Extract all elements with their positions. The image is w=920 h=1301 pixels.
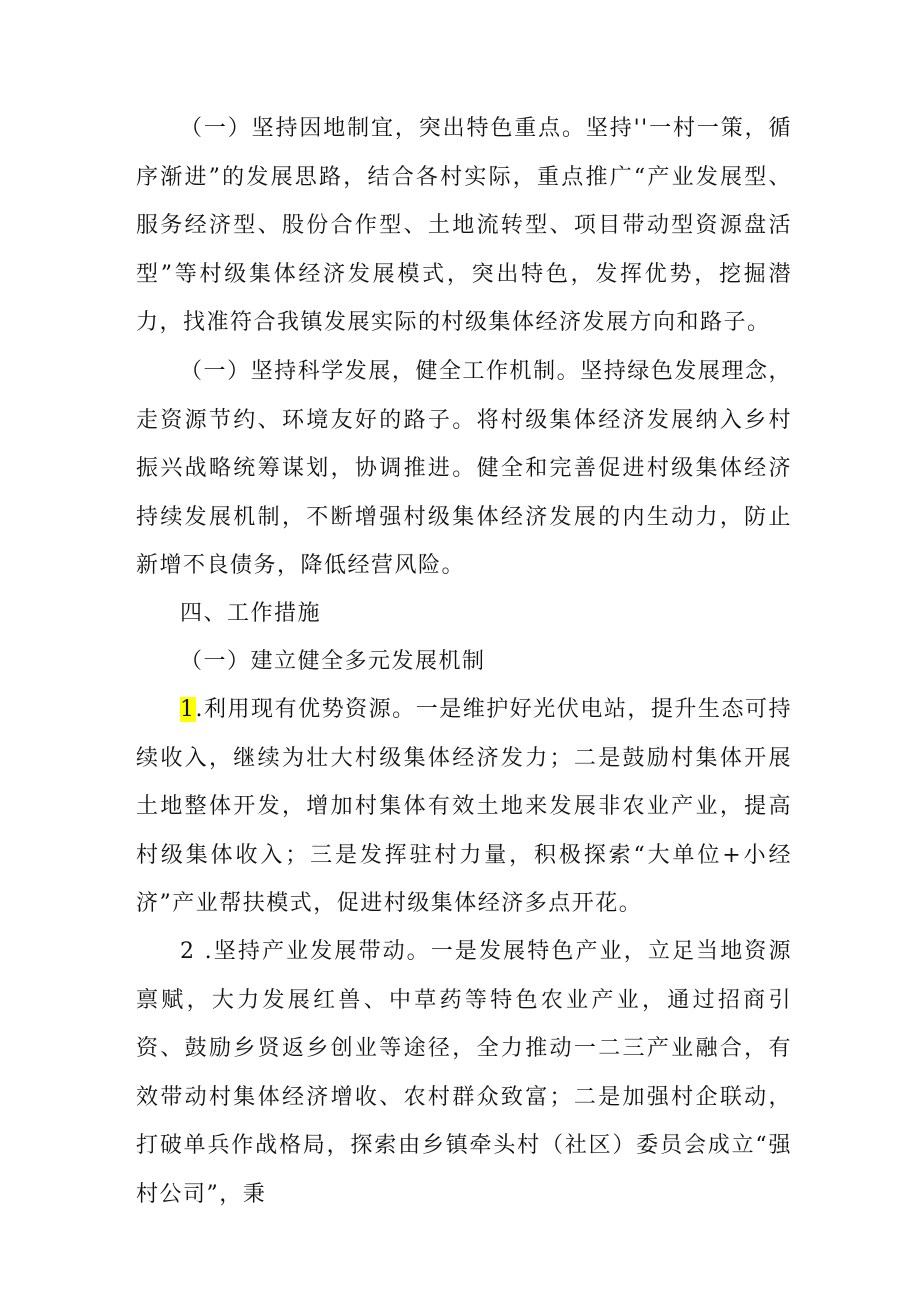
paragraph-text: 2 .坚持产业发展带动。一是发展特色产业，立足当地资源禀赋，大力发展红兽、中草药等特色农业产业，通过招商引资、鼓励乡贤返乡创业等途径，全力推动一二三产业融合，有效带动村集体经济增收、农村群众致富；二是加强村企联动，打破单兵作战格局，探索由乡镇牵头村（社区）委员会成立“强村公司”，秉 [136, 939, 792, 1207]
highlighted-list-number: 1 [180, 697, 196, 722]
paragraph-use-advantage-resources [136, 686, 792, 929]
paragraph-text: （一）坚持因地制宜，突出特色重点。坚持''一村一策，循序渐进”的发展思路，结合各村实际，重点推广“产业发展型、服务经济型、股份合作型、土地流转型、项目带动型资源盘活型”等村级集体经济发展模式，突出特色，发挥优势，挖掘潜力，找准符合我镇发展实际的村级集体经济发展方向和路子。 [136, 116, 792, 336]
paragraph-text: （一）坚持科学发展，健全工作机制。坚持绿色发展理念，走资源节约、环境友好的路子。将村级集体经济发展纳入乡村振兴战略统筹谋划，协调推进。健全和完善促进村级集体经济持续发展机制，不断增强村级集体经济发展的内生动力，防止新增不良债务，降低经营风险。 [136, 359, 792, 579]
paragraph-text: .利用现有优势资源。一是维护好光伏电站，提升生态可持续收入，继续为壮大村级集体经济发力；二是鼓励村集体开展土地整体开发，增加村集体有效土地来发展非农业产业，提高村级集体收入；三是发挥驻村力量，积极探索“大单位+小经济”产业帮扶模式，促进村级集体经济多点开花。 [136, 697, 792, 917]
section-heading-work-measures: 四、工作措施 [180, 601, 322, 626]
paragraph-scientific-development [136, 348, 792, 591]
subsection-heading-mechanism: （一）建立健全多元发展机制 [180, 649, 486, 674]
paragraph-adapt-local-conditions [136, 105, 792, 348]
paragraph-industry-development [136, 928, 792, 1220]
